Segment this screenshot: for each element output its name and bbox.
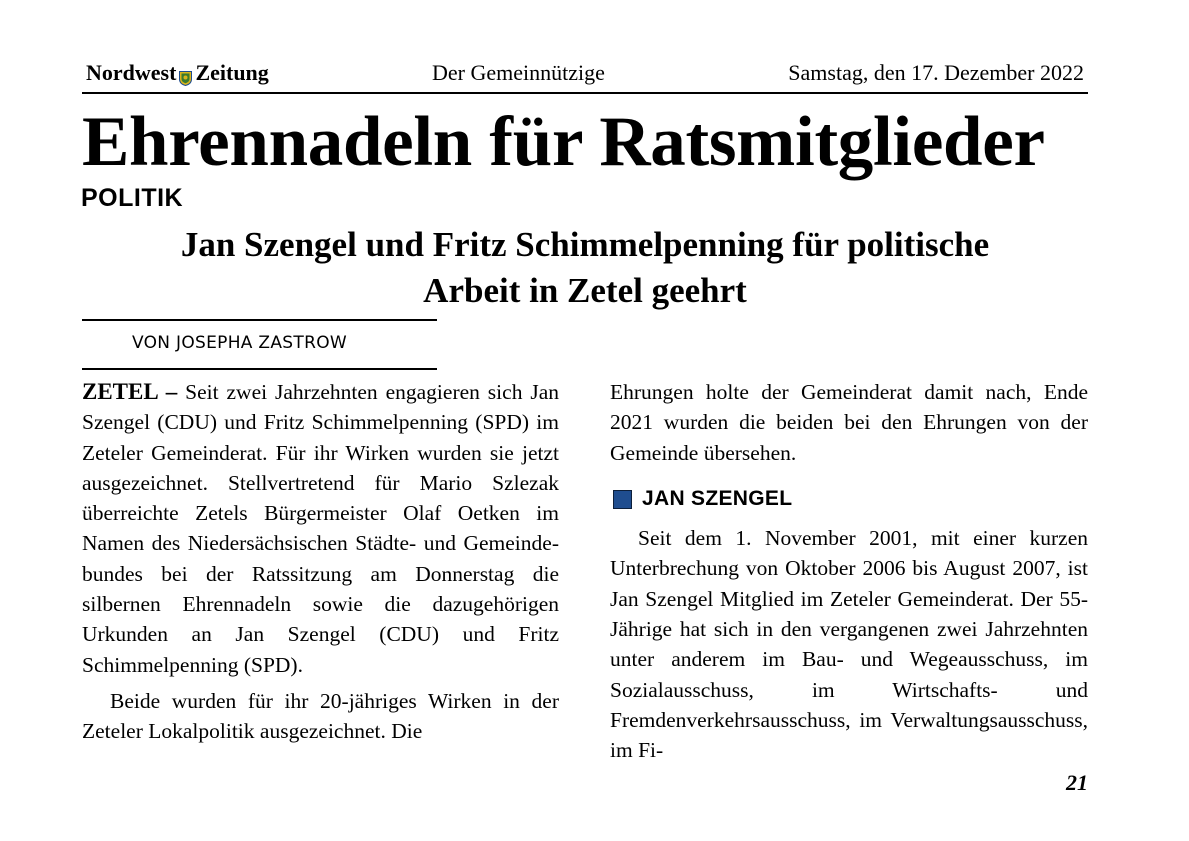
article-headline: Ehrennadeln für Ratsmitglieder (82, 103, 1045, 181)
masthead-left: Nordwest (86, 60, 177, 85)
section-name: Der Gemeinnützige (432, 60, 605, 85)
page-header (82, 58, 1088, 94)
byline-rule-top (82, 319, 437, 321)
body-paragraph: Seit dem 1. November 2001, mit einer kurzen Unterbrechung von Oktober 2006 bis August 2007, ist Jan Szengel Mitglied im Zeteler Gemeinderat. Der 55-Jährige hat sich in den vergangenen zwei Jahrzehnten unter anderem im Bau- und Wegeausschuss, im Sozialausschuss, im Wirtschafts- und Fremdenverkehrsausschuss, im Verwaltungsausschuss, im Fi- (610, 526, 1088, 763)
body-paragraph: Beide wurden für ihr 20-jähriges Wirken in der Zeteler Lokalpolitik ausgezeichnet. Die (82, 688, 559, 744)
byline: VON JOSEPHA ZASTROW (132, 333, 347, 353)
page-number: 21 (1066, 770, 1088, 795)
article-column-1 (82, 377, 559, 747)
subsection-heading (613, 484, 1088, 514)
paragraph-text: Seit zwei Jahrzehnten engagieren sich Jan Szengel (CDU) und Fritz Schimmelpenning (SPD) im Zeteler Gemeinderat. Für ihr Wirken wurden sie jetzt ausgezeichnet. Stellvertretend für Mario Szlezak überreichte Zetels Bürgermeister Olaf Oetken im Namen des Niedersächsischen Städte- und Gemeindebundes bei der Ratssitzung am Donnerstag die silbernen Ehrennadeln sowie die dazugehörigen Urkunden an Jan Szengel (CDU) und Fritz Schimmelpenning (SPD). (82, 380, 560, 677)
masthead-right: Zeitung (195, 60, 269, 85)
square-marker-icon (613, 490, 632, 509)
byline-rule-bottom (82, 368, 437, 370)
body-paragraph (82, 377, 559, 680)
dateline: ZETEL – (82, 379, 178, 404)
coat-of-arms-icon (179, 66, 192, 81)
newspaper-masthead (86, 60, 269, 86)
subhead-line-1: Jan Szengel und Fritz Schimmelpenning für politische (180, 225, 990, 264)
issue-date: Samstag, den 17. Dezember 2022 (788, 60, 1084, 85)
article-column-2 (610, 377, 1088, 766)
article-subheadline (82, 222, 1088, 314)
subhead-line-2: Arbeit in Zetel geehrt (423, 271, 747, 310)
subsection-title: JAN SZENGEL (642, 486, 793, 510)
body-paragraph: Ehrungen holte der Gemeinderat damit nach, Ende 2021 wurden die beiden bei den Ehrungen von der Gemeinde übersehen. (610, 380, 1088, 465)
rubric-label: POLITIK (81, 184, 184, 212)
